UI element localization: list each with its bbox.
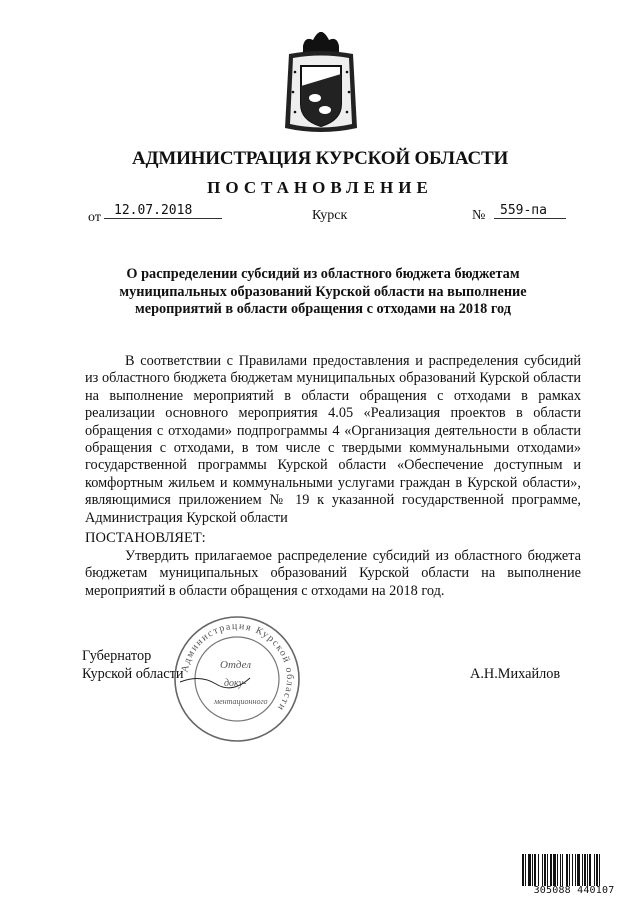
document-subject: О распределении субсидий из областного бюджета бюджетам муниципальных образований Курской области на выполнение мероприятий в области обращения с отходами на 2018 год (119, 266, 527, 317)
svg-text:ментационного: ментационного (214, 697, 268, 706)
resolve-keyword: ПОСТАНОВЛЯЕТ: (85, 530, 206, 546)
date-label: от (88, 210, 101, 225)
body-paragraph-preamble: В соответствии с Правилами предоставления и распределения субсидий из областного бюджета бюджетам муниципальных образований Курской области на выполнение мероприятий в области обращения с отходами в рамках реализации основного мероприятия 4.05 «Реализация проектов в области обращения с отходами» подпрограммы 4 «Организация деятельности в области обращения с отходами, в том числе с твердыми коммунальными отходами» государственной программы Курской области «Обеспечение доступным и комфортным жильем и коммунальными услугами граждан в Курской области», являющимися приложением № 19 к указанной государственной программе, Администрация Курской области (85, 353, 581, 526)
document-date: 12.07.2018 (104, 203, 222, 219)
document-place: Курск (312, 208, 348, 223)
document-type-heading: ПОСТАНОВЛЕНИЕ (207, 178, 433, 197)
signatory-title-line-1: Губернатор (82, 648, 152, 664)
svg-text:Отдел: Отдел (220, 659, 251, 671)
svg-text:Администрация Курской области: Администрация Курской области (179, 620, 296, 714)
barcode (518, 852, 630, 898)
document-number: 559-па (494, 203, 566, 219)
official-stamp (170, 612, 304, 746)
coat-of-arms-emblem (283, 32, 359, 136)
barcode-bars (522, 854, 626, 886)
number-label: № (472, 208, 486, 223)
signatory-title-line-2: Курской области (82, 665, 184, 682)
signatory-name: А.Н.Михайлов (470, 666, 561, 682)
body-paragraph-resolution: Утвердить прилагаемое распределение субсидий из областного бюджета бюджетам муниципальных образований Курской области на выполнение мероприятий в области обращения с отходами на 2018 год. (85, 548, 581, 599)
organization-title: АДМИНИСТРАЦИЯ КУРСКОЙ ОБЛАСТИ (131, 148, 509, 169)
signatory-title (82, 648, 184, 683)
svg-text:доку-: доку- (224, 678, 247, 689)
barcode-digits: 305088 440107 (533, 885, 615, 896)
